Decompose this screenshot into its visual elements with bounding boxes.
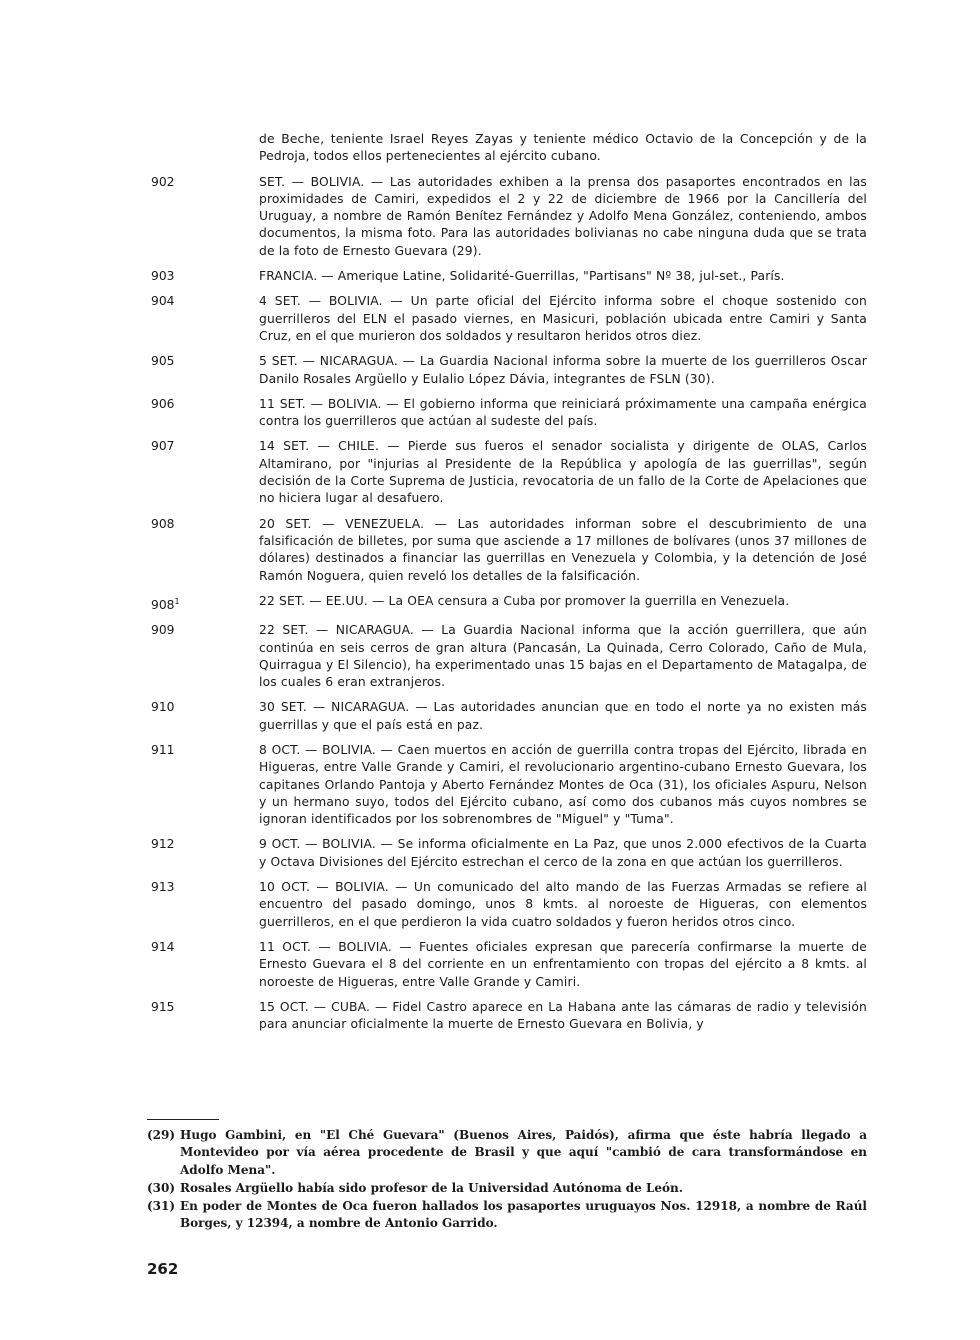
entry-number: 903 (151, 269, 175, 284)
chronology-entry (147, 293, 867, 345)
entry-number: 905 (151, 354, 175, 369)
entry-number: 914 (151, 939, 175, 954)
chronology-entry (147, 939, 867, 991)
entry-number: 908 (151, 516, 175, 531)
entry-number-base: 908 (151, 597, 175, 612)
footnote (147, 1127, 867, 1179)
footnote-number: (31) (147, 1199, 176, 1214)
entry-number: 913 (151, 880, 175, 895)
footnote (147, 1198, 867, 1233)
entry-number: 911 (151, 743, 175, 757)
entry-text: 11 SET. — BOLIVIA. — El gobierno informa que reiniciará próximamente una campaña enérgica contra los guerrilleros que actúan al sudeste del país. (259, 396, 867, 429)
entry-number: 909 (151, 623, 175, 638)
footnote-divider (147, 1119, 219, 1120)
entry-text: 14 SET. — CHILE. — Pierde sus fueros el senador socialista y dirigente de OLAS, Carlos Altamirano, por "injurias al Presidente de la República y apología de las guerrillas", según decisión de la Corte Suprema de Justicia, revocatoria de un fallo de la Corte de Apelaciones que no hiciera lugar al desafuero. (259, 439, 867, 506)
entry-text: 30 SET. — NICARAGUA. — Las autoridades anuncian que en todo el norte ya no existen más guerrillas y que el país está en paz. (259, 700, 867, 732)
chronology-entry (147, 622, 867, 691)
chronology-entry (147, 353, 867, 388)
footnotes (147, 1127, 867, 1234)
chronology-entry (147, 699, 867, 734)
entry-text: 22 SET. — NICARAGUA. — La Guardia Nacional informa que la acción guerrillera, que aún continúa en seis cerros de gran altura (Pancasán, La Quinada, Cerro Colorado, Caño de Mula, Quirragua y El Silencio), ha experimentado unas 15 bajas en el Departamento de Matagalpa, de los cuales 6 eran extranjeros. (259, 623, 867, 690)
footnote-number: (29) (147, 1128, 176, 1142)
entry-number: 912 (151, 837, 175, 852)
entry-number: 915 (151, 999, 175, 1014)
chronology-entry (147, 516, 867, 585)
entry-text: 4 SET. — BOLIVIA. — Un parte oficial del Ejército informa sobre el choque sostenido con guerrilleros del ELN el pasado viernes, en Masicuri, población ubicada entre Camiri y Santa Cruz, en el que murieron dos soldados y resultaron heridos otros diez. (259, 294, 867, 343)
chronology-entry (147, 999, 867, 1034)
chronology-entry (147, 438, 867, 507)
entry-number-superscript: 1 (174, 596, 180, 606)
entry-text: 20 SET. — VENEZUELA. — Las autoridades informan sobre el descubrimiento de una falsificación de billetes, por suma que asciende a 17 millones de bolívares (unos 37 millones de dólares) destinados a financiar las guerrillas en Venezuela y Colombia, y la detención de José Ramón Noguera, quien reveló los detalles de la falsificación. (259, 516, 867, 583)
entry-number: 910 (151, 700, 175, 715)
entry-number (147, 593, 259, 614)
entry-number: 907 (151, 439, 175, 454)
footnote-number: (30) (147, 1180, 176, 1195)
entry-text: 8 OCT. — BOLIVIA. — Caen muertos en acción de guerrilla contra tropas del Ejército, librada en Higueras, entre Valle Grande y Camiri, el revolucionario argentino-cubano Ernesto Guevara, los capitanes Orlando Pantoja y Aberto Fernández Montes de Oca (31), los oficiales Aspuru, Nelson y un hermano suyo, todos del Ejército cubano, así como dos cubanos más cuyos nombres se ignoran identificados por los sobrenombres de "Miguel" y "Tuma". (259, 743, 867, 827)
chronology-entry (147, 879, 867, 931)
footnote-text: En poder de Montes de Oca fueron hallados los pasaportes uruguayos Nos. 12918, a nombre de Raúl Borges, y 12394, a nombre de Antonio Garrido. (180, 1199, 867, 1231)
footnote (147, 1180, 867, 1197)
entry-text: 5 SET. — NICARAGUA. — La Guardia Nacional informa sobre la muerte de los guerrilleros Oscar Danilo Rosales Argüello y Eulalio López Dávia, integrantes de FSLN (30). (259, 354, 867, 386)
chronology-entry (147, 836, 867, 871)
entry-text: 11 OCT. — BOLIVIA. — Fuentes oficiales expresan que parecería confirmarse la muerte de Ernesto Guevara el 8 del corriente en un enfrentamiento con tropas del ejército a 8 kmts. al noroeste de Higueras, entre Valle Grande y Camiri. (259, 939, 867, 989)
entry-text: 22 SET. — EE.UU. — La OEA censura a Cuba por promover la guerrilla en Venezuela. (259, 593, 790, 608)
chronology-entry (147, 131, 867, 166)
entry-text: 9 OCT. — BOLIVIA. — Se informa oficialmente en La Paz, que unos 2.000 efectivos de la Cuarta y Octava Divisiones del Ejército estrechan el cerco de la zona en que actúan los guerrilleros. (259, 837, 867, 869)
chronology-entry (147, 593, 867, 614)
page-number: 262 (147, 1260, 179, 1278)
entry-number: 902 (151, 174, 175, 189)
entry-number: 906 (151, 396, 175, 411)
chronology-list (147, 131, 867, 1041)
chronology-entry (147, 174, 867, 260)
entry-text: 10 OCT. — BOLIVIA. — Un comunicado del alto mando de las Fuerzas Armadas se refiere al encuentro del pasado domingo, unos 8 kmts. al noroeste de Higueras, con elementos guerrilleros, en el que perdieron la vida cuatro soldados y fueron heridos otros cinco. (259, 880, 867, 929)
entry-text: SET. — BOLIVIA. — Las autoridades exhiben a la prensa dos pasaportes encontrados en las proximidades de Camiri, expedidos el 2 y 22 de diciembre de 1966 por la Cancillería del Uruguay, a nombre de Ramón Benítez Fernández y Adolfo Mena González, conteniendo, ambos documentos, la misma foto. Para las autoridades bolivianas no cabe ninguna duda que se trata de la foto de Ernesto Guevara (29). (259, 174, 867, 258)
footnote-text: Rosales Argüello había sido profesor de la Universidad Autónoma de León. (180, 1180, 683, 1195)
entry-text: 15 OCT. — CUBA. — Fidel Castro aparece en La Habana ante las cámaras de radio y televisión para anunciar oficialmente la muerte de Ernesto Guevara en Bolivia, y (259, 999, 867, 1032)
entry-text: de Beche, teniente Israel Reyes Zayas y teniente médico Octavio de la Concepción y de la Pedroja, todos ellos pertenecientes al ejército cubano. (259, 132, 867, 164)
chronology-entry (147, 742, 867, 828)
chronology-entry (147, 396, 867, 431)
chronology-entry (147, 268, 867, 285)
footnote-text: Hugo Gambini, en "El Ché Guevara" (Buenos Aires, Paidós), afirma que éste habría llegado a Montevideo por vía aérea procedente de Brasil y que aquí "cambió de cara transformándose en Adolfo Mena". (180, 1128, 867, 1177)
entry-text: FRANCIA. — Amerique Latine, Solidarité-Guerrillas, "Partisans" Nº 38, jul-set., París. (259, 269, 785, 284)
entry-number: 904 (151, 294, 175, 309)
